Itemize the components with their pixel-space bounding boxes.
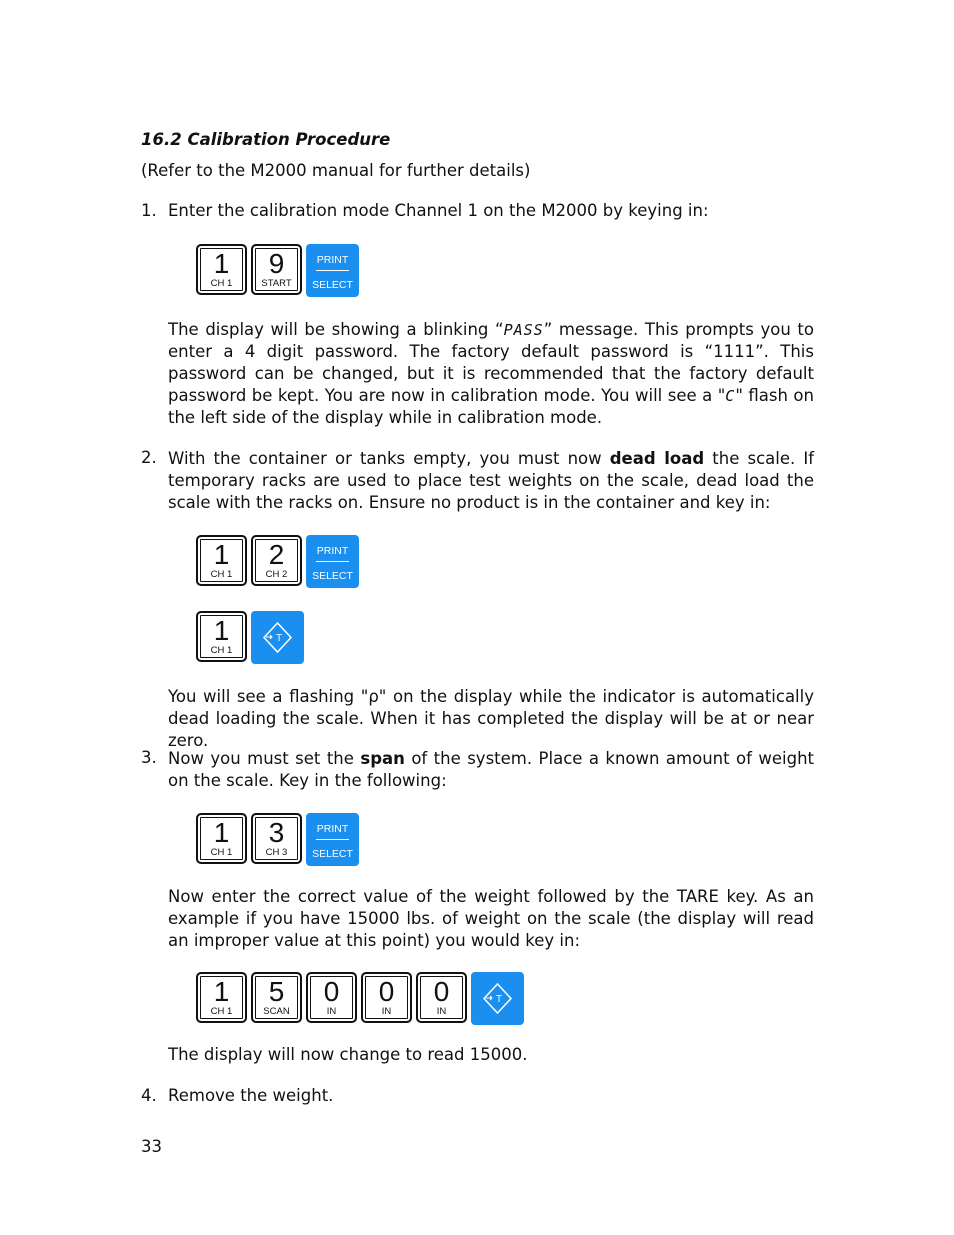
key-1: 1 CH 1 — [196, 535, 247, 586]
key-sequence-5 — [196, 972, 524, 1025]
key-0: 0 IN — [306, 972, 357, 1023]
page-number: 33 — [141, 1137, 162, 1156]
pass-display-text: PASS — [503, 321, 544, 339]
step-3-after-text: The display will now change to read 15000. — [168, 1045, 528, 1064]
print-select-key: PRINT SELECT — [306, 813, 359, 866]
section-heading: 16.2 Calibration Procedure — [141, 130, 391, 149]
key-0: 0 IN — [361, 972, 412, 1023]
step-3-paragraph: Now enter the correct value of the weight followed by the TARE key. As an example if you have 15000 lbs. of weight on the scale (the display will read an improper value at this point) you would key in: — [168, 887, 814, 950]
key-sequence-3 — [196, 611, 304, 664]
tare-key — [471, 972, 524, 1025]
print-select-key: PRINT SELECT — [306, 535, 359, 588]
key-0: 0 IN — [416, 972, 467, 1023]
step-3-text: Now you must set the span of the system. Place a known amount of weight on the scale. Key in the following: — [168, 749, 814, 790]
key-3: 3 CH 3 — [251, 813, 302, 864]
step-2-paragraph: You will see a flashing "ρ" on the display while the indicator is automatically dead loading the scale. When it has completed the display will be at or near zero. — [168, 687, 814, 750]
step-4-number: 4. — [141, 1086, 157, 1105]
tare-label: T — [275, 633, 283, 644]
step-2-number: 2. — [141, 448, 157, 467]
key-1: 1 CH 1 — [196, 813, 247, 864]
key-9: 9 START — [251, 244, 302, 295]
tare-key — [251, 611, 304, 664]
step-2-text: With the container or tanks empty, you must now dead load the scale. If temporary racks are used to place test weights on the scale, dead load the scale with the racks on. Ensure no product is in the container and key in: — [168, 449, 814, 512]
key-1: 1 CH 1 — [196, 244, 247, 295]
tare-icon — [471, 972, 524, 1025]
key-1: 1 CH 1 — [196, 972, 247, 1023]
c-display-text: C — [725, 387, 736, 405]
key-5: 5 SCAN — [251, 972, 302, 1023]
tare-label: T — [495, 994, 503, 1005]
key-sequence-4 — [196, 813, 359, 866]
step-3-number: 3. — [141, 748, 157, 767]
key-sequence-1 — [196, 244, 359, 297]
intro-text: (Refer to the M2000 manual for further details) — [141, 161, 531, 180]
key-2: 2 CH 2 — [251, 535, 302, 586]
key-1: 1 CH 1 — [196, 611, 247, 662]
tare-icon — [251, 611, 304, 664]
key-sequence-2 — [196, 535, 359, 588]
print-select-key: PRINT SELECT — [306, 244, 359, 297]
step-1-number: 1. — [141, 201, 157, 220]
step-1-paragraph: The display will be showing a blinking “PASS” message. This prompts you to enter a 4 digit password. The factory default password is “1111”. This password can be changed, but it is recommended that the factory default password be kept. You are now in calibration mode. You will see a "C" flash on the left side of the display while in calibration mode. — [168, 320, 814, 427]
step-1-text: Enter the calibration mode Channel 1 on the M2000 by keying in: — [168, 201, 709, 220]
step-4-text: Remove the weight. — [168, 1086, 334, 1105]
